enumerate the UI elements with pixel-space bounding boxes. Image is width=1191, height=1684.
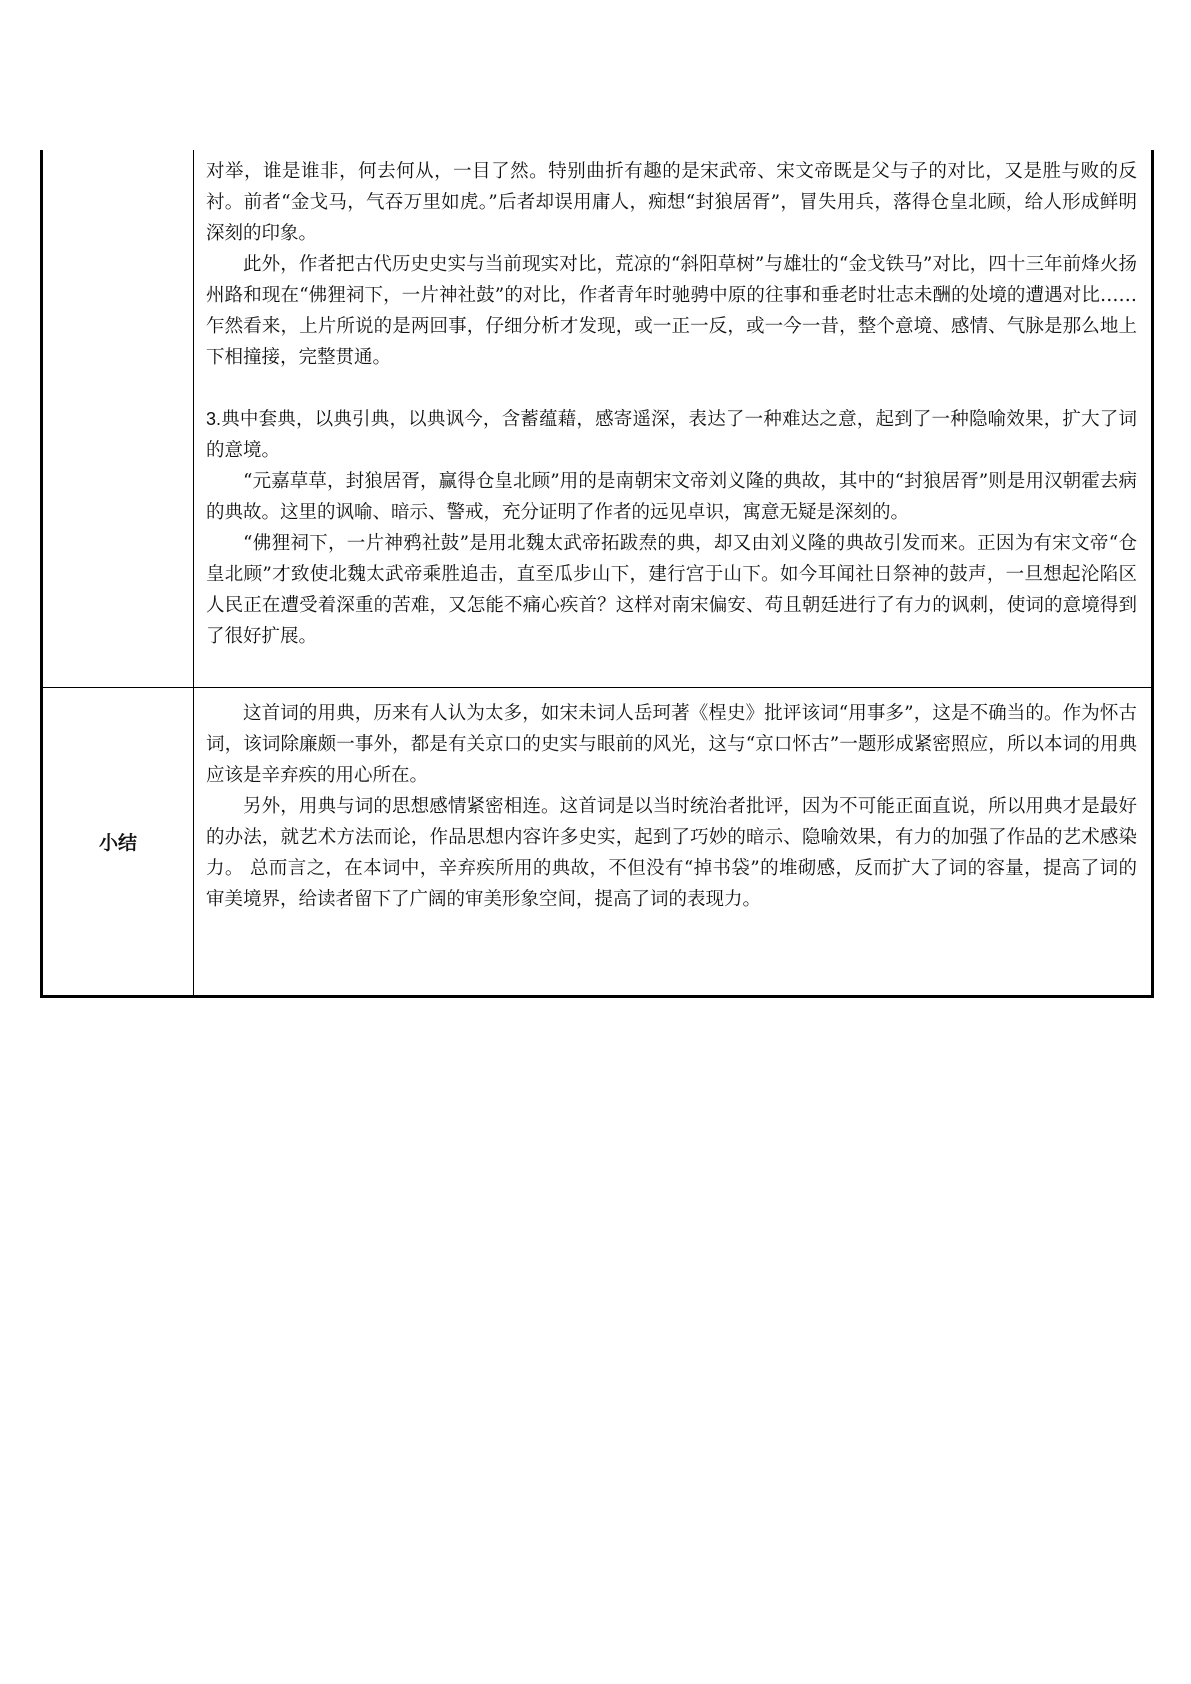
analysis-content-cell bbox=[194, 150, 1153, 688]
content-table bbox=[40, 150, 1154, 998]
point-3-paragraph bbox=[206, 404, 1137, 466]
summary-paragraph-2: 另外，用典与词的思想感情紧密相连。这首词是以当时统治者批评，因为不可能正面直说，所以用典才是最好的办法，就艺术方法而论，作品思想内容许多史实，起到了巧妙的暗示、隐喻效果，有力的加强了作品的艺术感染力。 总而言之，在本词中，辛弃疾所用的典故，不但没有“掉书袋”的堆砌感，反而扩大了词的容量，提高了词的审美境界，给读者留下了广阔的审美形象空间，提高了词的表现力。 bbox=[206, 796, 1137, 910]
table-row-analysis bbox=[42, 150, 1153, 688]
point-3-number: 3. bbox=[206, 409, 222, 429]
point-3-text: 典中套典，以典引典，以典讽今，含蓄蕴藉，感寄遥深，表达了一种难达之意，起到了一种隐喻效果，扩大了词的意境。 bbox=[206, 409, 1137, 461]
analysis-paragraph-1: 对举，谁是谁非，何去何从，一目了然。特别曲折有趣的是宋武帝、宋文帝既是父与子的对比，又是胜与败的反衬。前者“金戈马，气吞万里如虎。”后者却误用庸人，痴想“封狼居胥”，冒失用兵，落得仓皇北顾，给人形成鲜明深刻的印象。 bbox=[206, 161, 1137, 244]
analysis-label-cell bbox=[42, 150, 194, 688]
summary-paragraph-1: 这首词的用典，历来有人认为太多，如宋未词人岳珂著《桯史》批评该词“用事多”，这是不确当的。作为怀古词，该词除廉颇一事外，都是有关京口的史实与眼前的风光，这与“京口怀古”一题形成紧密照应，所以本词的用典应该是辛弃疾的用心所在。 bbox=[206, 703, 1137, 786]
analysis-paragraph-4: “佛狸祠下，一片神鸦社鼓”是用北魏太武帝拓跋焘的典，却又由刘义隆的典故引发而来。正因为有宋文帝“仓皇北顾”才致使北魏太武帝乘胜追击，直至瓜步山下，建行宫于山下。如今耳闻社日祭神的鼓声，一旦想起沦陷区人民正在遭受着深重的苦难，又怎能不痛心疾首？这样对南宋偏安、苟且朝廷进行了有力的讽刺，使词的意境得到了很好扩展。 bbox=[206, 533, 1137, 647]
summary-content-cell bbox=[194, 688, 1153, 997]
analysis-paragraph-3: “元嘉草草，封狼居胥，赢得仓皇北顾”用的是南朝宋文帝刘义隆的典故，其中的“封狼居胥”则是用汉朝霍去病的典故。这里的讽喻、暗示、警戒，充分证明了作者的远见卓识，寓意无疑是深刻的。 bbox=[206, 471, 1137, 523]
summary-label-cell bbox=[42, 688, 194, 997]
analysis-paragraph-2: 此外，作者把古代历史史实与当前现实对比，荒凉的“斜阳草树”与雄壮的“金戈铁马”对比，四十三年前烽火扬州路和现在“佛狸祠下，一片神社鼓”的对比，作者青年时驰骋中原的往事和垂老时壮志未酬的处境的遭遇对比……乍然看来，上片所说的是两回事，仔细分析才发现，或一正一反，或一今一昔，整个意境、感情、气脉是那么地上下相撞接，完整贯通。 bbox=[206, 254, 1137, 368]
table-row-summary bbox=[42, 688, 1153, 997]
summary-label: 小结 bbox=[98, 833, 137, 854]
